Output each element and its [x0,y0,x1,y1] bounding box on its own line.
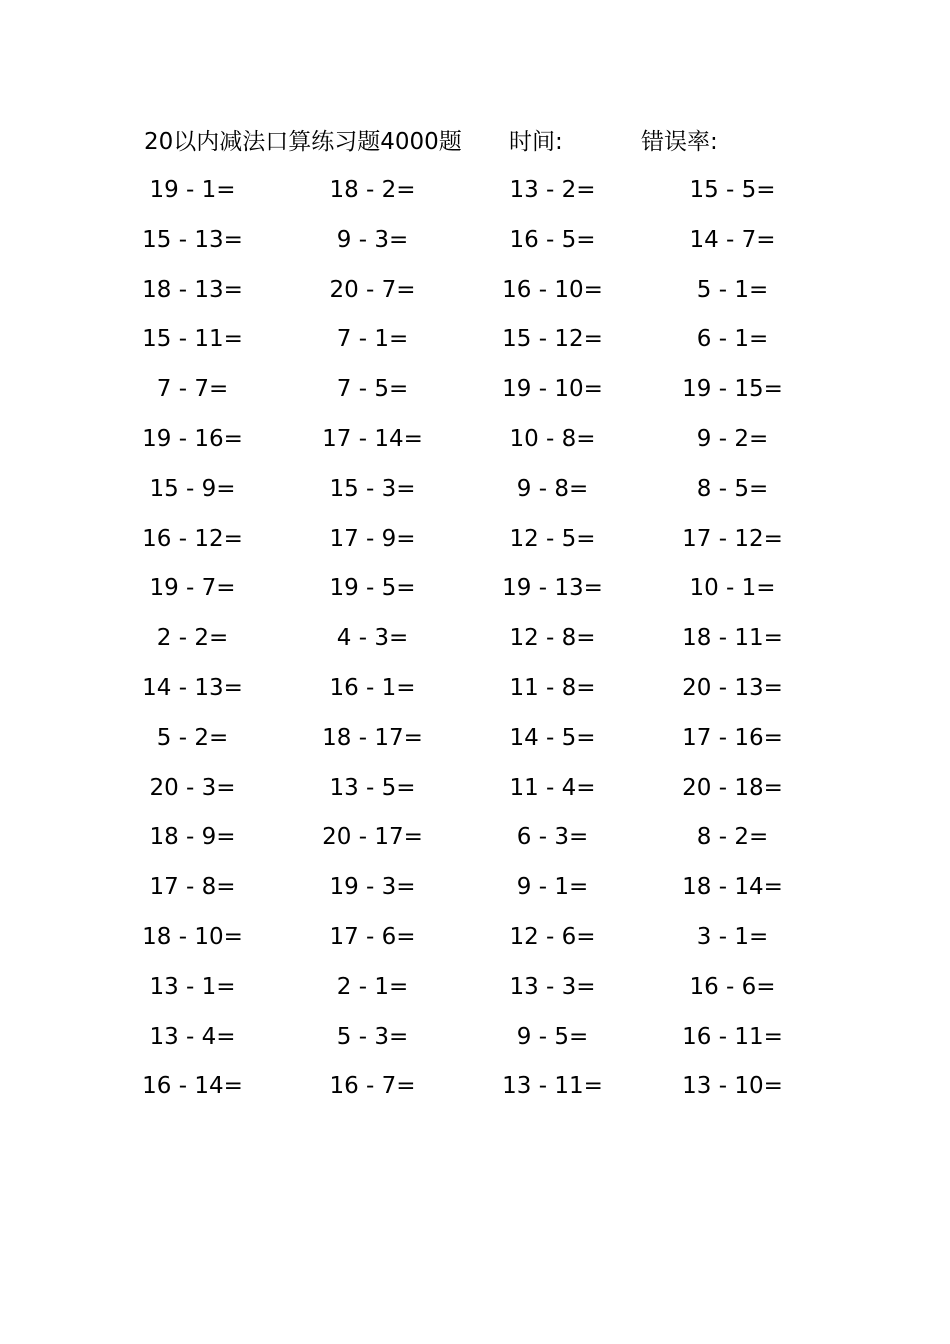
subtraction-problem: 7 - 7= [156,376,229,403]
subtraction-problem: 16 - 5= [509,226,596,253]
subtraction-problem: 20 - 18= [682,774,783,801]
subtraction-problem: 19 - 3= [329,874,416,901]
subtraction-problem: 4 - 3= [336,625,409,652]
subtraction-problem: 13 - 5= [329,774,416,801]
subtraction-problem: 19 - 13= [502,575,603,602]
subtraction-problem: 2 - 2= [156,625,229,652]
subtraction-problem: 13 - 2= [509,177,596,203]
subtraction-problem: 16 - 10= [502,276,603,303]
problem-row [0,863,950,913]
problem-row [0,714,950,764]
subtraction-problem: 17 - 12= [682,525,783,552]
subtraction-problem: 12 - 6= [509,923,596,950]
subtraction-problem: 16 - 7= [329,1073,416,1100]
subtraction-problem: 14 - 7= [689,226,776,253]
subtraction-problem: 18 - 17= [322,724,423,751]
subtraction-problem: 13 - 11= [502,1073,603,1100]
subtraction-problem: 13 - 1= [149,973,236,1000]
subtraction-problem: 15 - 13= [142,226,243,253]
subtraction-problem: 3 - 1= [696,923,769,950]
problem-row [0,266,950,316]
problem-row [0,813,950,863]
subtraction-problem: 15 - 5= [689,177,776,203]
problem-row [0,166,950,216]
subtraction-problem: 5 - 2= [156,724,229,751]
problem-row [0,216,950,266]
subtraction-problem: 18 - 9= [149,824,236,851]
subtraction-problem: 5 - 3= [336,1023,409,1050]
subtraction-problem: 18 - 10= [142,923,243,950]
problem-row [0,963,950,1013]
subtraction-problem: 19 - 10= [502,376,603,403]
problem-row [0,515,950,565]
subtraction-problem: 10 - 1= [689,575,776,602]
subtraction-problem: 18 - 2= [329,177,416,203]
subtraction-problem: 20 - 17= [322,824,423,851]
subtraction-problem: 19 - 15= [682,376,783,403]
subtraction-problem: 17 - 14= [322,425,423,452]
time-label: 时间: [509,129,563,155]
problem-row [0,1062,950,1112]
problem-row [0,415,950,465]
subtraction-problem: 10 - 8= [509,425,596,452]
subtraction-problem: 18 - 13= [142,276,243,303]
subtraction-problem: 19 - 1= [149,177,236,203]
subtraction-problem: 9 - 5= [516,1023,589,1050]
subtraction-problem: 16 - 12= [142,525,243,552]
subtraction-problem: 14 - 5= [509,724,596,751]
problem-row [0,1013,950,1063]
worksheet-header [0,124,950,160]
subtraction-problem: 14 - 13= [142,674,243,701]
subtraction-problem: 20 - 7= [329,276,416,303]
subtraction-problem: 11 - 8= [509,674,596,701]
problem-row [0,315,950,365]
subtraction-problem: 9 - 3= [336,226,409,253]
subtraction-problem: 17 - 8= [149,874,236,901]
subtraction-problem: 20 - 3= [149,774,236,801]
subtraction-problem: 16 - 1= [329,674,416,701]
subtraction-problem: 7 - 5= [336,376,409,403]
problem-grid [0,166,950,1112]
problem-row [0,664,950,714]
subtraction-problem: 19 - 7= [149,575,236,602]
problem-row [0,614,950,664]
subtraction-problem: 8 - 5= [696,475,769,502]
subtraction-problem: 12 - 8= [509,625,596,652]
subtraction-problem: 17 - 16= [682,724,783,751]
subtraction-problem: 7 - 1= [336,326,409,353]
subtraction-problem: 15 - 9= [149,475,236,502]
subtraction-problem: 6 - 1= [696,326,769,353]
subtraction-problem: 9 - 1= [516,874,589,901]
problem-row [0,913,950,963]
subtraction-problem: 18 - 14= [682,874,783,901]
subtraction-problem: 16 - 14= [142,1073,243,1100]
subtraction-problem: 13 - 4= [149,1023,236,1050]
problem-row [0,465,950,515]
error-rate-label: 错误率: [641,129,718,155]
subtraction-problem: 18 - 11= [682,625,783,652]
subtraction-problem: 16 - 6= [689,973,776,1000]
problem-row [0,764,950,814]
problem-row [0,365,950,415]
subtraction-problem: 19 - 5= [329,575,416,602]
worksheet-title: 20以内减法口算练习题4000题 [144,129,462,155]
subtraction-problem: 13 - 3= [509,973,596,1000]
subtraction-problem: 15 - 3= [329,475,416,502]
subtraction-problem: 15 - 12= [502,326,603,353]
subtraction-problem: 12 - 5= [509,525,596,552]
subtraction-problem: 19 - 16= [142,425,243,452]
subtraction-problem: 9 - 2= [696,425,769,452]
subtraction-problem: 8 - 2= [696,824,769,851]
subtraction-problem: 17 - 9= [329,525,416,552]
subtraction-problem: 9 - 8= [516,475,589,502]
subtraction-problem: 5 - 1= [696,276,769,303]
subtraction-problem: 13 - 10= [682,1073,783,1100]
problem-row [0,564,950,614]
subtraction-problem: 6 - 3= [516,824,589,851]
subtraction-problem: 16 - 11= [682,1023,783,1050]
subtraction-problem: 20 - 13= [682,674,783,701]
subtraction-problem: 11 - 4= [509,774,596,801]
subtraction-problem: 15 - 11= [142,326,243,353]
subtraction-problem: 2 - 1= [336,973,409,1000]
subtraction-problem: 17 - 6= [329,923,416,950]
